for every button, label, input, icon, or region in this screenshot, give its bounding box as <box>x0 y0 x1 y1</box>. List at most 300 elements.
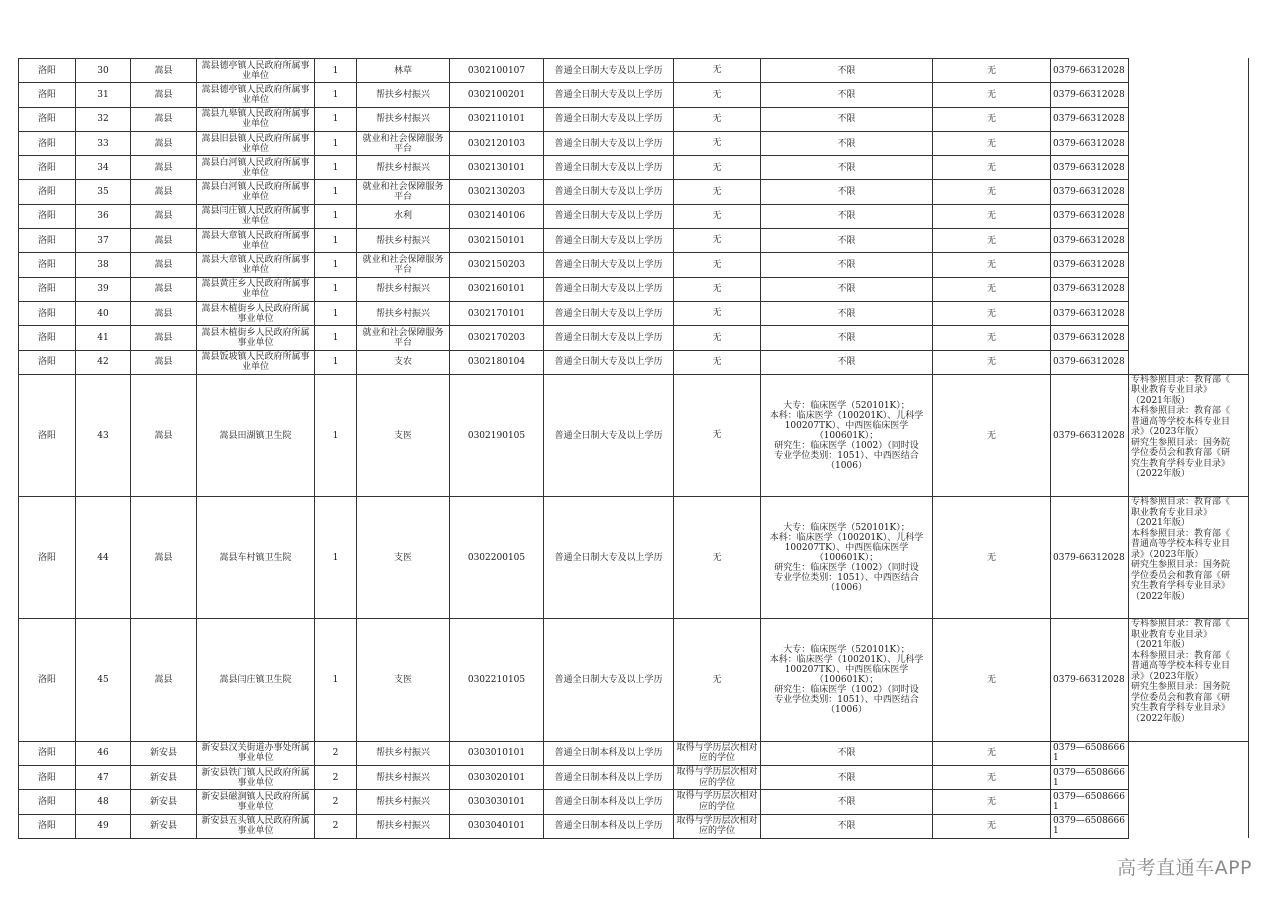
page-right-rule <box>1248 58 1249 838</box>
cell-note <box>1129 156 1249 180</box>
cell-post-code: 0303020101 <box>450 766 544 790</box>
note-line: 本科参照目录：教育部《 <box>1131 650 1231 661</box>
cell-education: 普通全日制大专及以上学历 <box>544 180 674 204</box>
note-line: 职业教育专业目录》 <box>1131 385 1213 396</box>
cell-note <box>1129 229 1249 253</box>
cell-other-requirement: 无 <box>933 741 1051 765</box>
cell-post-code: 0302130203 <box>450 180 544 204</box>
cell-post-code: 0302130101 <box>450 156 544 180</box>
note-line: 学位委员会和教育部《研 <box>1131 692 1231 703</box>
cell-county: 嵩县 <box>131 350 197 374</box>
note-line: 研究生参照目录：国务院 <box>1131 437 1231 448</box>
cell-major: 不限 <box>761 83 933 107</box>
cell-post-code: 0302100107 <box>450 59 544 83</box>
cell-degree: 无 <box>674 180 761 204</box>
cell-education: 普通全日制大专及以上学历 <box>544 374 674 496</box>
cell-city: 洛阳 <box>19 301 76 325</box>
major-line: （1006） <box>826 460 867 471</box>
note-line: 学位委员会和教育部《研 <box>1131 570 1231 581</box>
cell-other-requirement: 无 <box>933 814 1051 838</box>
table-row <box>19 180 1249 204</box>
cell-other-requirement: 无 <box>933 374 1051 496</box>
cell-hire-count: 1 <box>315 107 357 131</box>
cell-city: 洛阳 <box>19 107 76 131</box>
cell-unit: 嵩县大章镇人民政府所属事业单位 <box>197 253 315 277</box>
cell-number: 42 <box>76 350 131 374</box>
cell-post: 就业和社会保障服务平台 <box>357 180 450 204</box>
cell-unit: 嵩县饭坡镇人民政府所属事业单位 <box>197 350 315 374</box>
cell-major: 不限 <box>761 180 933 204</box>
cell-county: 新安县 <box>131 814 197 838</box>
cell-major <box>761 619 933 741</box>
cell-post: 帮扶乡村振兴 <box>357 814 450 838</box>
cell-unit: 嵩县德亭镇人民政府所属事业单位 <box>197 83 315 107</box>
cell-post-code: 0302170101 <box>450 301 544 325</box>
cell-education: 普通全日制大专及以上学历 <box>544 301 674 325</box>
cell-phone: 0379-66312028 <box>1051 229 1129 253</box>
major-line: 大专：临床医学（520101K）； <box>783 522 910 533</box>
cell-hire-count: 1 <box>315 619 357 741</box>
cell-note <box>1129 83 1249 107</box>
major-line: 大专：临床医学（520101K）； <box>783 645 910 656</box>
cell-major: 不限 <box>761 253 933 277</box>
cell-county: 嵩县 <box>131 204 197 228</box>
table-row <box>19 156 1249 180</box>
note-line: （2022年版） <box>1131 469 1190 480</box>
cell-degree: 无 <box>674 83 761 107</box>
cell-note <box>1129 253 1249 277</box>
cell-major <box>761 497 933 619</box>
note-line: 录》（2023年版） <box>1131 671 1204 682</box>
cell-degree: 无 <box>674 326 761 350</box>
cell-city: 洛阳 <box>19 277 76 301</box>
cell-phone: 0379-66312028 <box>1051 131 1129 155</box>
cell-other-requirement: 无 <box>933 83 1051 107</box>
cell-county: 嵩县 <box>131 326 197 350</box>
cell-hire-count: 1 <box>315 156 357 180</box>
cell-post-code: 0302140106 <box>450 204 544 228</box>
cell-city: 洛阳 <box>19 497 76 619</box>
cell-degree: 取得与学历层次相对应的学位 <box>674 814 761 838</box>
cell-note <box>1129 326 1249 350</box>
cell-hire-count: 1 <box>315 350 357 374</box>
cell-city: 洛阳 <box>19 619 76 741</box>
recruitment-table <box>18 58 1249 839</box>
cell-county: 嵩县 <box>131 156 197 180</box>
cell-phone: 0379-66312028 <box>1051 326 1129 350</box>
note-line: 本科参照目录：教育部《 <box>1131 406 1231 417</box>
cell-number: 45 <box>76 619 131 741</box>
cell-degree: 无 <box>674 131 761 155</box>
cell-other-requirement: 无 <box>933 253 1051 277</box>
cell-post-code: 0303010101 <box>450 741 544 765</box>
cell-degree: 无 <box>674 59 761 83</box>
cell-county: 嵩县 <box>131 229 197 253</box>
cell-city: 洛阳 <box>19 180 76 204</box>
cell-other-requirement: 无 <box>933 326 1051 350</box>
cell-major: 不限 <box>761 277 933 301</box>
cell-phone: 0379—65086661 <box>1051 766 1129 790</box>
cell-unit: 嵩县白河镇人民政府所属事业单位 <box>197 180 315 204</box>
major-line: （100601K）； <box>814 552 879 563</box>
major-line: （100601K）； <box>814 675 879 686</box>
cell-post-code: 0302180104 <box>450 350 544 374</box>
cell-major: 不限 <box>761 229 933 253</box>
table-row <box>19 374 1249 496</box>
cell-county: 嵩县 <box>131 131 197 155</box>
cell-degree: 无 <box>674 277 761 301</box>
cell-city: 洛阳 <box>19 741 76 765</box>
cell-number: 47 <box>76 766 131 790</box>
cell-number: 43 <box>76 374 131 496</box>
cell-post-code: 0302210105 <box>450 619 544 741</box>
cell-note <box>1129 374 1249 496</box>
note-line: 究生教育学科专业目录》 <box>1131 458 1231 469</box>
cell-major <box>761 374 933 496</box>
cell-other-requirement: 无 <box>933 350 1051 374</box>
cell-hire-count: 1 <box>315 253 357 277</box>
cell-education: 普通全日制本科及以上学历 <box>544 790 674 814</box>
table-body <box>19 59 1249 839</box>
cell-city: 洛阳 <box>19 790 76 814</box>
note-line: 普通高等学校本科专业目 <box>1131 539 1231 550</box>
cell-post: 帮扶乡村振兴 <box>357 107 450 131</box>
table-row <box>19 59 1249 83</box>
major-line: （100601K）； <box>814 430 879 441</box>
cell-note <box>1129 107 1249 131</box>
cell-degree: 无 <box>674 107 761 131</box>
cell-degree: 取得与学历层次相对应的学位 <box>674 741 761 765</box>
cell-major: 不限 <box>761 204 933 228</box>
cell-education: 普通全日制大专及以上学历 <box>544 497 674 619</box>
cell-hire-count: 1 <box>315 83 357 107</box>
cell-unit: 嵩县大章镇人民政府所属事业单位 <box>197 229 315 253</box>
cell-county: 嵩县 <box>131 374 197 496</box>
watermark-text: 高考直通车APP <box>1117 857 1252 879</box>
cell-county: 嵩县 <box>131 83 197 107</box>
cell-other-requirement: 无 <box>933 301 1051 325</box>
cell-city: 洛阳 <box>19 83 76 107</box>
note-line: 专科参照目录：教育部《 <box>1131 619 1231 630</box>
cell-other-requirement: 无 <box>933 107 1051 131</box>
cell-county: 嵩县 <box>131 619 197 741</box>
table-row <box>19 326 1249 350</box>
cell-major: 不限 <box>761 741 933 765</box>
cell-city: 洛阳 <box>19 814 76 838</box>
cell-degree: 取得与学历层次相对应的学位 <box>674 766 761 790</box>
cell-post: 支医 <box>357 619 450 741</box>
cell-unit: 新安县铁门镇人民政府所属事业单位 <box>197 766 315 790</box>
cell-phone: 0379—65086661 <box>1051 814 1129 838</box>
major-line: 本科：临床医学（100201K）、儿科学 <box>769 655 924 666</box>
cell-note <box>1129 619 1249 741</box>
cell-number: 32 <box>76 107 131 131</box>
cell-hire-count: 2 <box>315 790 357 814</box>
cell-education: 普通全日制大专及以上学历 <box>544 350 674 374</box>
note-line: （2021年版） <box>1131 518 1190 529</box>
cell-other-requirement: 无 <box>933 766 1051 790</box>
cell-post-code: 0302200105 <box>450 497 544 619</box>
cell-other-requirement: 无 <box>933 790 1051 814</box>
cell-note <box>1129 814 1249 838</box>
cell-county: 新安县 <box>131 741 197 765</box>
cell-unit: 新安县五头镇人民政府所属事业单位 <box>197 814 315 838</box>
cell-post-code: 0303040101 <box>450 814 544 838</box>
table-row <box>19 131 1249 155</box>
cell-major: 不限 <box>761 301 933 325</box>
cell-number: 37 <box>76 229 131 253</box>
cell-hire-count: 1 <box>315 497 357 619</box>
cell-note <box>1129 741 1249 765</box>
cell-hire-count: 1 <box>315 301 357 325</box>
major-line: 本科：临床医学（100201K）、儿科学 <box>769 532 924 543</box>
cell-city: 洛阳 <box>19 326 76 350</box>
cell-major: 不限 <box>761 107 933 131</box>
cell-degree: 无 <box>674 229 761 253</box>
note-line: 学位委员会和教育部《研 <box>1131 448 1231 459</box>
cell-degree: 无 <box>674 497 761 619</box>
cell-education: 普通全日制大专及以上学历 <box>544 83 674 107</box>
major-line: 100207TK）、中西医临床医学 <box>784 420 909 431</box>
cell-city: 洛阳 <box>19 204 76 228</box>
cell-post-code: 0302160101 <box>450 277 544 301</box>
cell-number: 38 <box>76 253 131 277</box>
cell-post-code: 0302150101 <box>450 229 544 253</box>
cell-county: 嵩县 <box>131 107 197 131</box>
cell-note <box>1129 204 1249 228</box>
cell-note <box>1129 766 1249 790</box>
cell-county: 嵩县 <box>131 253 197 277</box>
cell-post: 水利 <box>357 204 450 228</box>
note-line: 究生教育学科专业目录》 <box>1131 581 1231 592</box>
cell-hire-count: 1 <box>315 131 357 155</box>
cell-education: 普通全日制本科及以上学历 <box>544 814 674 838</box>
cell-note <box>1129 497 1249 619</box>
cell-post: 林草 <box>357 59 450 83</box>
note-line: 职业教育专业目录》 <box>1131 507 1213 518</box>
cell-education: 普通全日制大专及以上学历 <box>544 326 674 350</box>
cell-city: 洛阳 <box>19 766 76 790</box>
cell-hire-count: 1 <box>315 374 357 496</box>
table-row <box>19 814 1249 838</box>
cell-major: 不限 <box>761 814 933 838</box>
cell-number: 33 <box>76 131 131 155</box>
major-line: 研究生：临床医学（1002）（同时设 <box>774 685 919 696</box>
table-row <box>19 253 1249 277</box>
cell-hire-count: 2 <box>315 741 357 765</box>
cell-phone: 0379-66312028 <box>1051 619 1129 741</box>
cell-post: 就业和社会保障服务平台 <box>357 326 450 350</box>
cell-unit: 嵩县黄庄乡人民政府所属事业单位 <box>197 277 315 301</box>
note-line: 专科参照目录：教育部《 <box>1131 497 1231 508</box>
cell-county: 新安县 <box>131 766 197 790</box>
cell-post-code: 0302110101 <box>450 107 544 131</box>
cell-note <box>1129 790 1249 814</box>
cell-phone: 0379-66312028 <box>1051 83 1129 107</box>
cell-hire-count: 1 <box>315 229 357 253</box>
cell-other-requirement: 无 <box>933 59 1051 83</box>
cell-phone: 0379-66312028 <box>1051 204 1129 228</box>
table-row <box>19 277 1249 301</box>
cell-county: 嵩县 <box>131 180 197 204</box>
note-line: 专科参照目录：教育部《 <box>1131 374 1231 385</box>
cell-phone: 0379-66312028 <box>1051 374 1129 496</box>
cell-education: 普通全日制大专及以上学历 <box>544 619 674 741</box>
note-line: 研究生参照目录：国务院 <box>1131 682 1231 693</box>
cell-note <box>1129 131 1249 155</box>
cell-phone: 0379—65086661 <box>1051 790 1129 814</box>
major-line: 研究生：临床医学（1002）（同时设 <box>774 562 919 573</box>
cell-city: 洛阳 <box>19 59 76 83</box>
table-row <box>19 350 1249 374</box>
cell-education: 普通全日制大专及以上学历 <box>544 277 674 301</box>
cell-degree: 无 <box>674 374 761 496</box>
cell-post: 帮扶乡村振兴 <box>357 766 450 790</box>
major-line: 专业学位类别：1051）、中西医结合 <box>774 450 919 461</box>
cell-number: 46 <box>76 741 131 765</box>
cell-major: 不限 <box>761 156 933 180</box>
cell-education: 普通全日制本科及以上学历 <box>544 766 674 790</box>
cell-major: 不限 <box>761 59 933 83</box>
major-line: 本科：临床医学（100201K）、儿科学 <box>769 410 924 421</box>
table-row <box>19 107 1249 131</box>
cell-unit: 嵩县木植街乡人民政府所属事业单位 <box>197 326 315 350</box>
major-line: 100207TK）、中西医临床医学 <box>784 665 909 676</box>
cell-education: 普通全日制本科及以上学历 <box>544 741 674 765</box>
cell-unit: 嵩县车村镇卫生院 <box>197 497 315 619</box>
cell-education: 普通全日制大专及以上学历 <box>544 156 674 180</box>
note-line: 究生教育学科专业目录》 <box>1131 703 1231 714</box>
table-row <box>19 204 1249 228</box>
cell-post: 帮扶乡村振兴 <box>357 301 450 325</box>
cell-number: 41 <box>76 326 131 350</box>
table-row <box>19 741 1249 765</box>
note-line: 研究生参照目录：国务院 <box>1131 560 1231 571</box>
cell-phone: 0379-66312028 <box>1051 156 1129 180</box>
note-line: （2021年版） <box>1131 640 1190 651</box>
cell-city: 洛阳 <box>19 156 76 180</box>
cell-number: 30 <box>76 59 131 83</box>
cell-phone: 0379-66312028 <box>1051 180 1129 204</box>
cell-number: 40 <box>76 301 131 325</box>
cell-post: 帮扶乡村振兴 <box>357 156 450 180</box>
cell-degree: 无 <box>674 156 761 180</box>
cell-note <box>1129 301 1249 325</box>
major-line: 专业学位类别：1051）、中西医结合 <box>774 695 919 706</box>
cell-number: 34 <box>76 156 131 180</box>
cell-other-requirement: 无 <box>933 156 1051 180</box>
cell-post: 支医 <box>357 497 450 619</box>
note-line: 本科参照目录：教育部《 <box>1131 528 1231 539</box>
cell-post-code: 0302120103 <box>450 131 544 155</box>
cell-post: 支农 <box>357 350 450 374</box>
cell-phone: 0379-66312028 <box>1051 277 1129 301</box>
cell-unit: 嵩县闫庄镇卫生院 <box>197 619 315 741</box>
cell-degree: 无 <box>674 301 761 325</box>
cell-hire-count: 1 <box>315 326 357 350</box>
cell-note <box>1129 59 1249 83</box>
cell-post: 就业和社会保障服务平台 <box>357 253 450 277</box>
cell-city: 洛阳 <box>19 131 76 155</box>
cell-county: 嵩县 <box>131 497 197 619</box>
note-line: 职业教育专业目录》 <box>1131 629 1213 640</box>
cell-hire-count: 1 <box>315 277 357 301</box>
cell-post: 帮扶乡村振兴 <box>357 741 450 765</box>
major-line: 100207TK）、中西医临床医学 <box>784 542 909 553</box>
cell-number: 35 <box>76 180 131 204</box>
cell-number: 49 <box>76 814 131 838</box>
cell-other-requirement: 无 <box>933 180 1051 204</box>
cell-unit: 新安县磁涧镇人民政府所属事业单位 <box>197 790 315 814</box>
cell-post-code: 0302150203 <box>450 253 544 277</box>
cell-major: 不限 <box>761 766 933 790</box>
table-row <box>19 229 1249 253</box>
cell-number: 48 <box>76 790 131 814</box>
cell-post: 帮扶乡村振兴 <box>357 83 450 107</box>
cell-education: 普通全日制大专及以上学历 <box>544 204 674 228</box>
note-line: （2022年版） <box>1131 713 1190 724</box>
cell-unit: 新安县汉关街道办事处所属事业单位 <box>197 741 315 765</box>
cell-note <box>1129 277 1249 301</box>
cell-hire-count: 2 <box>315 814 357 838</box>
note-line: 普通高等学校本科专业目 <box>1131 661 1231 672</box>
cell-hire-count: 1 <box>315 204 357 228</box>
cell-note <box>1129 180 1249 204</box>
table-row <box>19 766 1249 790</box>
cell-city: 洛阳 <box>19 229 76 253</box>
major-line: （1006） <box>826 582 867 593</box>
cell-hire-count: 1 <box>315 59 357 83</box>
cell-degree: 取得与学历层次相对应的学位 <box>674 790 761 814</box>
cell-unit: 嵩县旧县镇人民政府所属事业单位 <box>197 131 315 155</box>
cell-county: 嵩县 <box>131 301 197 325</box>
cell-education: 普通全日制大专及以上学历 <box>544 59 674 83</box>
note-line: 录》（2023年版） <box>1131 427 1204 438</box>
cell-degree: 无 <box>674 204 761 228</box>
note-line: （2022年版） <box>1131 591 1190 602</box>
cell-number: 39 <box>76 277 131 301</box>
cell-degree: 无 <box>674 253 761 277</box>
cell-phone: 0379-66312028 <box>1051 253 1129 277</box>
cell-note <box>1129 350 1249 374</box>
cell-phone: 0379-66312028 <box>1051 301 1129 325</box>
cell-post: 帮扶乡村振兴 <box>357 229 450 253</box>
note-line: （2021年版） <box>1131 395 1190 406</box>
major-line: 大专：临床医学（520101K）； <box>783 400 910 411</box>
cell-education: 普通全日制大专及以上学历 <box>544 131 674 155</box>
cell-county: 嵩县 <box>131 277 197 301</box>
cell-city: 洛阳 <box>19 374 76 496</box>
cell-post-code: 0302170203 <box>450 326 544 350</box>
cell-major: 不限 <box>761 326 933 350</box>
cell-unit: 嵩县九皋镇人民政府所属事业单位 <box>197 107 315 131</box>
cell-education: 普通全日制大专及以上学历 <box>544 229 674 253</box>
table-row <box>19 301 1249 325</box>
cell-county: 新安县 <box>131 790 197 814</box>
cell-unit: 嵩县木植街乡人民政府所属事业单位 <box>197 301 315 325</box>
cell-post: 支医 <box>357 374 450 496</box>
cell-other-requirement: 无 <box>933 619 1051 741</box>
table-row <box>19 619 1249 741</box>
cell-major: 不限 <box>761 131 933 155</box>
cell-other-requirement: 无 <box>933 229 1051 253</box>
cell-city: 洛阳 <box>19 253 76 277</box>
cell-post-code: 0302190105 <box>450 374 544 496</box>
cell-other-requirement: 无 <box>933 131 1051 155</box>
cell-post-code: 0302100201 <box>450 83 544 107</box>
cell-hire-count: 2 <box>315 766 357 790</box>
cell-post-code: 0303030101 <box>450 790 544 814</box>
